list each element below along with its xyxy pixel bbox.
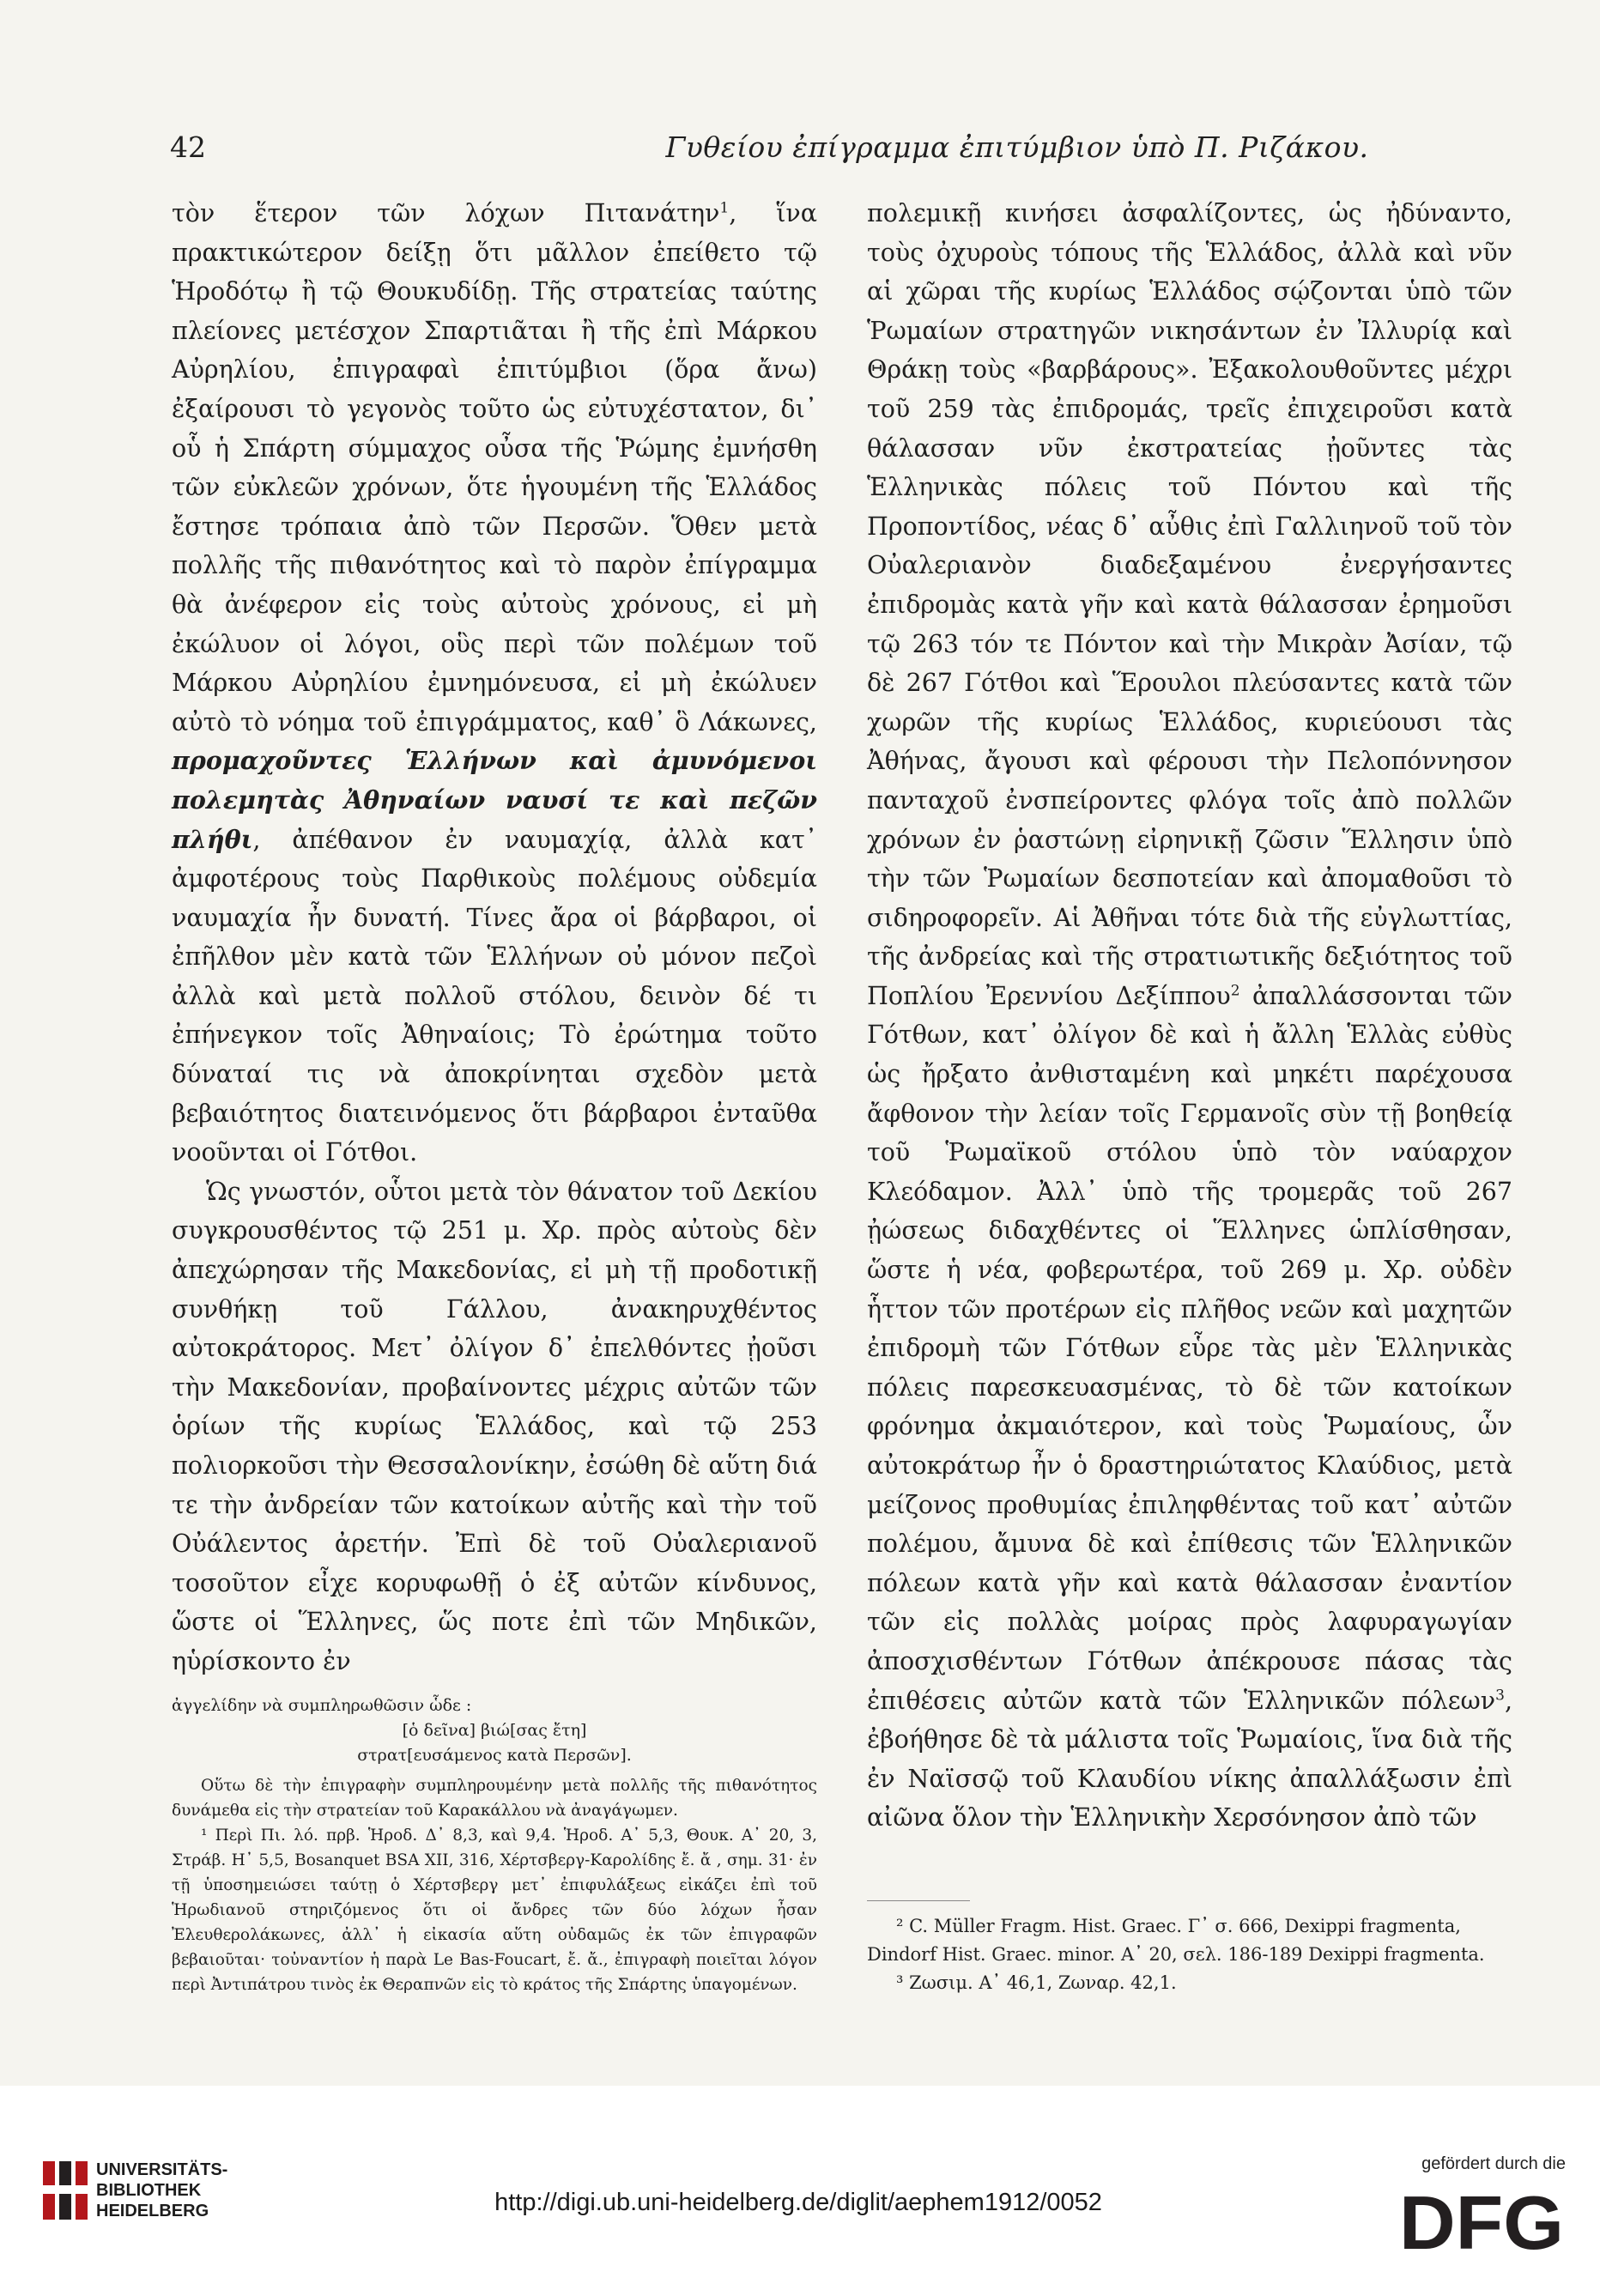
paragraph-2: Ὡς γνωστόν, οὗτοι μετὰ τὸν θάνατον τοῦ Δεκίου συγκρουσθέντος τῷ 251 μ. Χρ. πρὸς αὐτοὺς δὲν ἀπεχώρησαν τῆς Μακεδονίας, εἰ μὴ τῇ προδοτικῇ συνθήκῃ τοῦ Γάλλου, ἀνακηρυχθέντος αὐτοκράτορος. Μετ᾿ ὀλίγον δ᾿ ἐπελθόντες ᾐοῦσι τὴν Μακεδονίαν, προβαίνοντες μέχρις αὐτῶν τῶν ὁρίων τῆς κυρίως Ἑλλάδος, καὶ τῷ 253 πολιορκοῦσι τὴν Θεσσαλονίκην, ἐσώθη δὲ αὕτη διά τε τὴν ἀνδρείαν τῶν κατοίκων αὐτῆς καὶ τὴν τοῦ Οὐάλεντος ἀρετήν. Ἐπὶ δὲ τοῦ Οὐαλεριανοῦ τοσοῦτον εἶχε κορυφωθῇ ὁ ἐξ αὐτῶν κίνδυνος, ὥστε οἱ Ἕλληνες, ὥς ποτε ἐπὶ τῶν Μηδικῶν, ηὑρίσκοντο ἐν: [172, 1177, 817, 1675]
footnote-ref-3: 3: [1495, 1687, 1505, 1705]
funding-caption: gefördert durch die: [1421, 2154, 1566, 2173]
left-column: [172, 194, 817, 1997]
permalink-url[interactable]: http://digi.ub.uni-heidelberg.de/diglit/aephem1912/0052: [494, 2189, 1102, 2216]
inscription-restoration: [172, 1693, 817, 1768]
paragraph-3: [867, 194, 1512, 1838]
footnote-3: ³ Ζωσιμ. Α᾿ 46,1, Ζωναρ. 42,1.: [896, 1972, 1177, 1993]
page-title: Γυθείου ἐπίγραμμα ἐπιτύμβιον ὑπὸ Π. Ριζάκου.: [665, 130, 1369, 164]
text-run: , ἐβοήθησε δὲ τὰ μάλιστα τοῖς Ῥωμαίοις, ἵνα διὰ τῆς ἐν Ναϊσσῷ τοῦ Κλαυδίου νίκης ἀπαλλάξωσιν ἐπὶ αἰῶνα ὅλον τὴν Ἑλληνικὴν Χερσόνησον ἀπὸ τῶν: [867, 1686, 1512, 1833]
footnote-2: ² C. Müller Fragm. Hist. Graec. Γ᾿ σ. 666, Dexippi fragmenta, Dindorf Hist. Graec. minor. Α᾿ 20, σελ. 186-189 Dexippi fragmenta.: [867, 1916, 1485, 1965]
right-column: [867, 194, 1512, 1838]
text-run: τὸν ἕτερον τῶν λόχων Πιτανάτην: [172, 199, 720, 227]
paragraph-1: [172, 194, 817, 1172]
inscription-line: [ὁ δεῖνα] βιώ[σας ἔτη]: [402, 1720, 587, 1740]
footnote-rule: [867, 1900, 970, 1901]
text-run: , ἀπέθανον ἐν ναυμαχίᾳ, ἀλλὰ κατ᾿ ἀμφοτέρους τοὺς Παρθικοὺς πολέμους οὐδεμία ναυμαχία ἦν δυνατή. Τίνες ἄρα οἱ βάρβαροι, οἱ ἐπῆλθον μὲν κατὰ τῶν Ἑλλήνων οὐ μόνον πεζοὶ ἀλλὰ καὶ μετὰ πολλοῦ στόλου, δεινὸν δέ τι ἐπήνεγκον τοῖς Ἀθηναίοις; Τὸ ἐρώτημα τοῦτο δύναταί τις νὰ ἀποκρίνηται σχεδὸν μετὰ βεβαιότητος διατεινόμενος ὅτι βάρβαροι ἐνταῦθα νοοῦνται οἱ Γότθοι.: [172, 825, 817, 1167]
library-name-line: UNIVERSITÄTS-: [96, 2160, 228, 2179]
funder-block: [1382, 2154, 1571, 2266]
right-footnotes: [867, 1912, 1512, 1997]
footnote-1: ¹ Περὶ Πι. λό. πρβ. Ἡροδ. Δ᾿ 8,3, καὶ 9,4. Ἡροδ. Α᾿ 5,3, Θουκ. Α᾿ 20, 3, Στράβ. Η᾿ 5,5, Bosanquet BSA XII, 316, Χέρτσβεργ-Καρολίδης ἔ. ἄ , σημ. 31· ἐν τῇ ὑποσημειώσει ταύτῃ ὁ Χέρτσβεργ μετ᾿ ἐπιφυλάξεως εἰκάζει ἐπὶ τοῦ Ἡρωδιανοῦ στηριζόμενος ὅτι οἱ ἄνδρες τῶν δύο λόχων ἦσαν Ἐλευθερολάκωνες, ἀλλ᾿ ἡ εἰκασία αὕτη οὐδαμῶς ἐκ τῶν ἐπιγραφῶν βεβαιοῦται· τοὐναντίον ἡ παρὰ Le Bas-Foucart, ἔ. ἄ., ἐπιγραφὴ ποιεῖται λόγον περὶ Ἀντιπάτρου τινὸς ἐκ Θεραπνῶν εἰς τὸ κράτος τῆς Σπάρτης ὑπαγομένων.: [172, 1826, 817, 1994]
running-head: [163, 130, 1511, 172]
left-footnotes: [172, 1773, 817, 1997]
inscription-line: στρατ[ευσάμενος κατὰ Περσῶν].: [357, 1745, 632, 1765]
digitization-footer: [0, 2086, 1600, 2296]
text-run: ἀπαλλάσσονται τῶν Γότθων, κατ᾿ ὀλίγον δὲ καὶ ἡ ἄλλη Ἑλλὰς εὐθὺς ὡς ἤρξατο ἀνθισταμένη καὶ μηκέτι παρέχουσα ἄφθονον τὴν λείαν τοῖς Γερμανοῖς σὺν τῇ βοηθείᾳ τοῦ Ῥωμαϊκοῦ στόλου ὑπὸ τὸν ναύαρχον Κλεόδαμον. Ἀλλ᾿ ὑπὸ τῆς τρομερᾶς τοῦ 267 ᾐώσεως διδαχθέντες οἱ Ἕλληνες ὡπλίσθησαν, ὥστε ἡ νέα, φοβερωτέρα, τοῦ 269 μ. Χρ. οὐδὲν ἧττον τῶν προτέρων εἰς πλῆθος νεῶν καὶ μαχητῶν ἐπιδρομὴ τῶν Γότθων εὗρε τὰς μὲν Ἑλληνικὰς πόλεις παρεσκευασμένας, τὸ δὲ τῶν κατοίκων φρόνημα ἀκμαιότερον, καὶ τοὺς Ῥωμαίους, ὧν αὐτοκράτωρ ἦν ὁ δραστηριώτατος Κλαύδιος, μετὰ μείζονος προθυμίας ἐπιληφθέντας τοῦ κατ᾿ αὐτῶν πολέμου, ἄμυνα δὲ καὶ ἐπίθεσις τῶν Ἑλληνικῶν πόλεων κατὰ γῆν καὶ κατὰ θάλασσαν ἐναντίον τῶν εἰς πολλὰς μοίρας πρὸς λαφυραγωγίαν ἀποσχισθέντων Γότθων ἀπέκρουσε πάσας τὰς ἐπιθέσεις αὐτῶν κατὰ τῶν Ἑλληνικῶν πόλεων: [867, 981, 1512, 1715]
library-name-line: BIBLIOTHEK: [96, 2181, 202, 2200]
highlighted-quote: προμαχοῦντες Ἑλλήνων καὶ ἀμυνόμενοι πολεμητὰς Ἀθηναίων ναυσί τε καὶ πεζῶν πλήθι: [172, 746, 817, 854]
university-library-logo-icon: [41, 2160, 89, 2221]
dfg-logo-icon: [1399, 2184, 1567, 2256]
inscription-note: Οὕτω δὲ τὴν ἐπιγραφὴν συμπληρουμένην μετὰ πολλῆς τῆς πιθανότητος δυνάμεθα εἰς τὴν στρατείαν τοῦ Καρακάλλου νὰ ἀναγάγωμεν.: [172, 1776, 817, 1820]
library-name: [96, 2160, 285, 2221]
library-name-line: HEIDELBERG: [96, 2202, 209, 2220]
footnote-ref-2: 2: [1230, 982, 1240, 1000]
page-number: 42: [170, 130, 206, 164]
footnote-ref-1: 1: [719, 199, 730, 217]
text-run: , ἵνα πρακτικώτερον δείξῃ ὅτι μᾶλλον ἐπείθετο τῷ Ἡροδότῳ ἢ τῷ Θουκυδίδῃ. Τῆς στρατείας ταύτης πλείονες μετέσχον Σπαρτιᾶται ἢ τῆς ἐπὶ Μάρκου Αὐρηλίου, ἐπιγραφαὶ ἐπιτύμβιοι (ὅρα ἄνω) ἐξαίρουσι τὸ γεγονὸς τοῦτο ὡς εὐτυχέστατον, δι᾿ οὗ ἡ Σπάρτη σύμμαχος οὖσα τῆς Ῥώμης ἐμνήσθη τῶν εὐκλεῶν χρόνων, ὅτε ἡγουμένη τῆς Ἑλλάδος ἔστησε τρόπαια ἀπὸ τῶν Περσῶν. Ὅθεν μετὰ πολλῆς τῆς πιθανότητος καὶ τὸ παρὸν ἐπίγραμμα θὰ ἀνέφερον εἰς τοὺς αὐτοὺς χρόνους, εἰ μὴ ἐκώλυον οἱ λόγοι, οὓς περὶ τῶν πολέμων τοῦ Μάρκου Αὐρηλίου ἐμνημόνευσα, εἰ μὴ ἐκώλυεν αὐτὸ τὸ νόημα τοῦ ἐπιγράμματος, καθ᾿ ὃ Λάκωνες,: [172, 199, 817, 736]
dfg-logo-text: DFG: [1399, 2184, 1564, 2256]
inscription-lead: ἀγγελίδην νὰ συμπληρωθῶσιν ὧδε :: [172, 1695, 472, 1715]
text-run: πολεμικῇ κινήσει ἀσφαλίζοντες, ὡς ἠδύναντο, τοὺς ὀχυροὺς τόπους τῆς Ἑλλάδος, ἀλλὰ καὶ νῦν αἱ χῶραι τῆς κυρίως Ἑλλάδος σῴζονται ὑπὸ τῶν Ῥωμαίων στρατηγῶν νικησάντων ἐν Ἰλλυρίᾳ καὶ Θράκῃ τοὺς «βαρβάρους». Ἐξακολουθοῦντες μέχρι τοῦ 259 τὰς ἐπιδρομάς, τρεῖς ἐπιχειροῦσι κατὰ θάλασσαν νῦν ἐκστρατείας ᾐοῦντες τὰς Ἑλληνικὰς πόλεις τοῦ Πόντου καὶ τῆς Προποντίδος, νέας δ᾿ αὖθις ἐπὶ Γαλλιηνοῦ τοῦ τὸν Οὐαλεριανὸν διαδεξαμένου ἐνεργήσαντες ἐπιδρομὰς κατὰ γῆν καὶ κατὰ θάλασσαν ἐρημοῦσι τῷ 263 τόν τε Πόντον καὶ τὴν Μικρὰν Ἀσίαν, τῷ δὲ 267 Γότθοι καὶ Ἕρουλοι πλεύσαντες κατὰ τῶν χωρῶν τῆς κυρίως Ἑλλάδος, κυριεύουσι τὰς Ἀθήνας, ἄγουσι καὶ φέρουσι τὴν Πελοπόννησον πανταχοῦ ἐνσπείροντες φλόγα τοῖς ἀπὸ πολλῶν χρόνων ἐν ῥαστώνῃ εἰρηνικῇ ζῶσιν Ἕλλησιν ὑπὸ τὴν τῶν Ῥωμαίων δεσποτείαν καὶ ἀπομαθοῦσι τὸ σιδηροφορεῖν. Αἱ Ἀθῆναι τότε διὰ τῆς εὐγλωττίας, τῆς ἀνδρείας καὶ τῆς στρατιωτικῆς δεξιότητος τοῦ Ποπλίου Ἐρεννίου Δεξίππου: [867, 199, 1512, 1010]
